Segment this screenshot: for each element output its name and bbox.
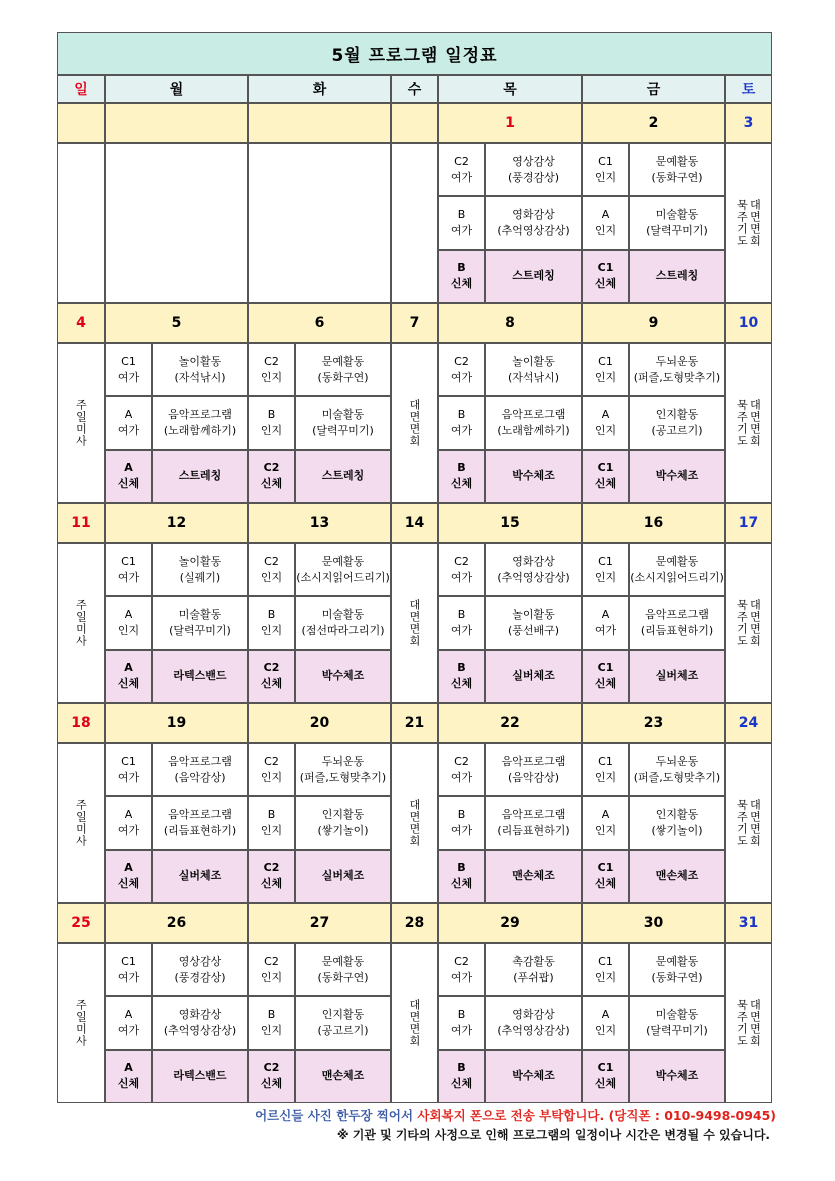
program-group-code: C2 인지 (248, 943, 295, 996)
program-group-code: B 신체 (438, 650, 485, 703)
program-group-code: C1 인지 (582, 943, 629, 996)
program-activity: 영화감상 (추억영상감상) (485, 196, 582, 249)
visit-label: 대면면회 (408, 599, 421, 647)
date-cell: 13 (248, 503, 391, 543)
program-group-code: C2 인지 (248, 543, 295, 596)
program-activity: 실버체조 (152, 850, 248, 903)
footer-schedule-notice: ※ 기관 및 기타의 사정으로 인해 프로그램의 일정이나 시간은 변경될 수 있습니다. (336, 1128, 770, 1142)
program-activity: 미술활동 (달력꾸미기) (152, 596, 248, 649)
program-group-code: C1 인지 (582, 543, 629, 596)
program-activity: 맨손체조 (629, 850, 725, 903)
program-group-code: C1 신체 (582, 650, 629, 703)
program-group-code: C2 신체 (248, 1050, 295, 1103)
visit-label: 대면면회 (408, 999, 421, 1047)
program-activity: 박수체조 (629, 450, 725, 503)
empty-day-cell (248, 143, 391, 303)
program-activity: 문예활동 (동화구연) (295, 943, 391, 996)
sunday-mass-label: 주일미사 (74, 799, 88, 847)
wednesday-cell (391, 343, 438, 503)
sunday-cell (57, 143, 105, 303)
sunday-mass-label: 주일미사 (74, 999, 88, 1047)
saturday-cell (725, 943, 772, 1103)
program-group-code: A 인지 (582, 196, 629, 249)
date-cell: 14 (391, 503, 438, 543)
date-cell: 23 (582, 703, 725, 743)
visit-label: 대면면회 (408, 799, 421, 847)
sunday-mass-label: 주일미사 (74, 399, 88, 447)
date-cell: 26 (105, 903, 248, 943)
program-group-code: B 신체 (438, 450, 485, 503)
program-group-code: C1 여가 (105, 343, 152, 396)
date-cell: 21 (391, 703, 438, 743)
program-group-code: B 여가 (438, 996, 485, 1049)
program-group-code: B 인지 (248, 796, 295, 849)
program-activity: 두뇌운동 (퍼즐,도형맞추기) (295, 743, 391, 796)
wednesday-cell (391, 143, 438, 303)
sunday-cell (57, 543, 105, 703)
program-group-code: C2 여가 (438, 543, 485, 596)
program-activity: 영상감상 (풍경감상) (485, 143, 582, 196)
date-cell: 28 (391, 903, 438, 943)
program-activity: 촉감활동 (푸쉬팝) (485, 943, 582, 996)
program-activity: 박수체조 (295, 650, 391, 703)
date-cell: 3 (725, 103, 772, 143)
footer-phone-note: 사회복지 폰으로 전송 부탁합니다. (당직폰 : 010-9498-0945) (417, 1108, 776, 1123)
date-cell (105, 103, 248, 143)
date-cell: 31 (725, 903, 772, 943)
visit-label: 대면면회 (408, 399, 421, 447)
wednesday-cell (391, 943, 438, 1103)
program-group-code: C1 인지 (582, 743, 629, 796)
program-activity: 스트레칭 (485, 250, 582, 303)
program-activity: 두뇌운동 (퍼즐,도형맞추기) (629, 743, 725, 796)
program-group-code: B 여가 (438, 596, 485, 649)
program-activity: 스트레칭 (152, 450, 248, 503)
program-activity: 인지활동 (공고르기) (295, 996, 391, 1049)
program-activity: 음악프로그램 (음악감상) (152, 743, 248, 796)
weekday-header-fri: 금 (582, 75, 725, 103)
saturday-cell (725, 743, 772, 903)
date-cell: 7 (391, 303, 438, 343)
program-group-code: C1 신체 (582, 1050, 629, 1103)
date-cell: 12 (105, 503, 248, 543)
program-activity: 박수체조 (485, 450, 582, 503)
program-activity: 라텍스밴드 (152, 650, 248, 703)
weekday-header-sun: 일 (57, 75, 105, 103)
date-cell: 29 (438, 903, 582, 943)
program-activity: 문예활동 (동화구연) (629, 943, 725, 996)
saturday-activity-label: 대면면회 묵주기도 (735, 399, 762, 447)
program-activity: 실버체조 (295, 850, 391, 903)
program-group-code: B 여가 (438, 396, 485, 449)
program-group-code: C2 인지 (248, 343, 295, 396)
program-group-code: A 신체 (105, 1050, 152, 1103)
date-cell: 30 (582, 903, 725, 943)
program-group-code: C2 여가 (438, 143, 485, 196)
weekday-header-mon: 월 (105, 75, 248, 103)
program-activity: 미술활동 (점선따라그리기) (295, 596, 391, 649)
program-activity: 영화감상 (추억영상감상) (485, 543, 582, 596)
program-activity: 실버체조 (629, 650, 725, 703)
saturday-activity-label: 대면면회 묵주기도 (735, 199, 762, 247)
program-group-code: C2 신체 (248, 850, 295, 903)
program-group-code: A 여가 (105, 996, 152, 1049)
program-group-code: C1 여가 (105, 543, 152, 596)
saturday-activity-label: 대면면회 묵주기도 (735, 599, 762, 647)
program-group-code: C2 여가 (438, 743, 485, 796)
program-group-code: B 신체 (438, 850, 485, 903)
date-cell: 24 (725, 703, 772, 743)
program-group-code: B 인지 (248, 396, 295, 449)
program-group-code: B 신체 (438, 1050, 485, 1103)
weekday-header-tue: 화 (248, 75, 391, 103)
program-activity: 음악프로그램 (음악감상) (485, 743, 582, 796)
date-cell: 15 (438, 503, 582, 543)
program-group-code: C1 신체 (582, 850, 629, 903)
program-activity: 박수체조 (485, 1050, 582, 1103)
program-activity: 문예활동 (동화구연) (629, 143, 725, 196)
date-cell: 2 (582, 103, 725, 143)
program-group-code: A 인지 (105, 596, 152, 649)
program-group-code: A 인지 (582, 396, 629, 449)
date-cell: 5 (105, 303, 248, 343)
sunday-cell (57, 943, 105, 1103)
saturday-activity-label: 대면면회 묵주기도 (735, 999, 762, 1047)
program-activity: 문예활동 (동화구연) (295, 343, 391, 396)
program-activity: 맨손체조 (485, 850, 582, 903)
footer-photo-note (0, 1106, 776, 1124)
program-activity: 영화감상 (추억영상감상) (152, 996, 248, 1049)
wednesday-cell (391, 743, 438, 903)
program-group-code: A 신체 (105, 450, 152, 503)
program-group-code: C2 신체 (248, 450, 295, 503)
program-activity: 미술활동 (달력꾸미기) (629, 996, 725, 1049)
program-activity: 놀이활동 (자석낚시) (485, 343, 582, 396)
date-cell (391, 103, 438, 143)
program-activity: 놀이활동 (실꿰기) (152, 543, 248, 596)
program-activity: 음악프로그램 (리듬표현하기) (629, 596, 725, 649)
date-cell: 1 (438, 103, 582, 143)
program-group-code: A 신체 (105, 850, 152, 903)
sunday-mass-label: 주일미사 (74, 599, 88, 647)
program-group-code: C1 여가 (105, 943, 152, 996)
program-activity: 미술활동 (달력꾸미기) (629, 196, 725, 249)
page-title: 5월 프로그램 일정표 (57, 32, 772, 75)
program-activity: 라텍스밴드 (152, 1050, 248, 1103)
program-activity: 음악프로그램 (노래함께하기) (485, 396, 582, 449)
weekday-header-sat: 토 (725, 75, 772, 103)
program-activity: 영화감상 (추억영상감상) (485, 996, 582, 1049)
sunday-cell (57, 743, 105, 903)
saturday-activity-label: 대면면회 묵주기도 (735, 799, 762, 847)
saturday-cell (725, 143, 772, 303)
weekday-header-thu: 목 (438, 75, 582, 103)
program-group-code: C2 여가 (438, 343, 485, 396)
date-cell: 25 (57, 903, 105, 943)
program-group-code: B 여가 (438, 796, 485, 849)
program-activity: 인지활동 (쌓기놀이) (295, 796, 391, 849)
program-activity: 문예활동 (소시지읽어드리기) (629, 543, 725, 596)
date-cell: 4 (57, 303, 105, 343)
program-group-code: A 인지 (582, 996, 629, 1049)
program-group-code: C2 신체 (248, 650, 295, 703)
program-group-code: C1 신체 (582, 450, 629, 503)
saturday-cell (725, 343, 772, 503)
program-activity: 음악프로그램 (리듬표현하기) (152, 796, 248, 849)
program-group-code: A 여가 (105, 796, 152, 849)
program-group-code: B 인지 (248, 996, 295, 1049)
program-activity: 맨손체조 (295, 1050, 391, 1103)
program-activity: 박수체조 (629, 1050, 725, 1103)
program-group-code: B 인지 (248, 596, 295, 649)
date-cell: 10 (725, 303, 772, 343)
weekday-header-wed: 수 (391, 75, 438, 103)
program-group-code: B 여가 (438, 196, 485, 249)
date-cell: 11 (57, 503, 105, 543)
program-activity: 인지활동 (공고르기) (629, 396, 725, 449)
date-cell: 16 (582, 503, 725, 543)
program-group-code: A 인지 (582, 796, 629, 849)
saturday-cell (725, 543, 772, 703)
program-group-code: C1 인지 (582, 143, 629, 196)
program-activity: 미술활동 (달력꾸미기) (295, 396, 391, 449)
empty-day-cell (105, 143, 248, 303)
program-group-code: C1 신체 (582, 250, 629, 303)
date-cell: 17 (725, 503, 772, 543)
program-activity: 인지활동 (쌓기놀이) (629, 796, 725, 849)
program-activity: 음악프로그램 (노래함께하기) (152, 396, 248, 449)
program-group-code: C1 여가 (105, 743, 152, 796)
date-cell: 18 (57, 703, 105, 743)
program-activity: 음악프로그램 (리듬표현하기) (485, 796, 582, 849)
wednesday-cell (391, 543, 438, 703)
date-cell: 22 (438, 703, 582, 743)
program-activity: 놀이활동 (풍선배구) (485, 596, 582, 649)
footer-photo-request: 어르신들 사진 한두장 찍어서 (255, 1108, 418, 1123)
calendar (57, 32, 772, 1102)
program-group-code: C2 인지 (248, 743, 295, 796)
sunday-cell (57, 343, 105, 503)
date-cell: 6 (248, 303, 391, 343)
date-cell (57, 103, 105, 143)
program-activity: 놀이활동 (자석낚시) (152, 343, 248, 396)
program-group-code: A 여가 (582, 596, 629, 649)
date-cell: 20 (248, 703, 391, 743)
program-activity: 두뇌운동 (퍼즐,도형맞추기) (629, 343, 725, 396)
program-activity: 스트레칭 (295, 450, 391, 503)
program-activity: 영상감상 (풍경감상) (152, 943, 248, 996)
program-group-code: C2 여가 (438, 943, 485, 996)
program-group-code: C1 인지 (582, 343, 629, 396)
program-group-code: A 신체 (105, 650, 152, 703)
program-group-code: A 여가 (105, 396, 152, 449)
date-cell: 9 (582, 303, 725, 343)
date-cell (248, 103, 391, 143)
program-activity: 문예활동 (소시지읽어드리기) (295, 543, 391, 596)
program-activity: 실버체조 (485, 650, 582, 703)
date-cell: 27 (248, 903, 391, 943)
date-cell: 19 (105, 703, 248, 743)
program-activity: 스트레칭 (629, 250, 725, 303)
date-cell: 8 (438, 303, 582, 343)
program-group-code: B 신체 (438, 250, 485, 303)
